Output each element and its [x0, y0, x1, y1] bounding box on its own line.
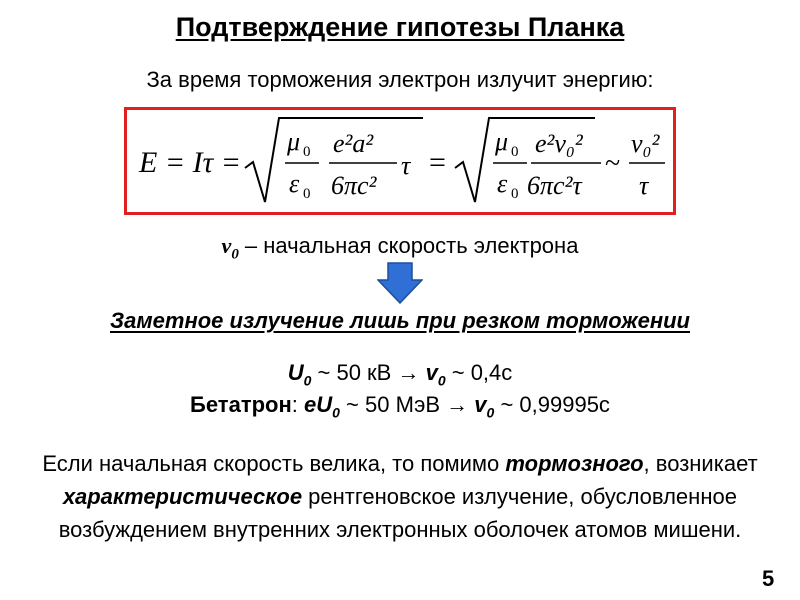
v0-symbol-eq1: v — [425, 360, 438, 385]
eps0-symbol-2: ε — [497, 169, 508, 198]
betatron-estimate — [0, 392, 800, 420]
eq1-end: ~ 0,4c — [445, 360, 513, 385]
equals-sign: = — [429, 146, 446, 179]
frac2-denominator: 6πc²τ — [527, 171, 582, 200]
para-bold-1: тормозного — [505, 451, 644, 476]
betatron-label: Бетатрон — [190, 392, 292, 417]
eq2-mid: ~ 50 МэВ → — [339, 392, 475, 417]
frac3-denominator: τ — [639, 171, 649, 200]
v0-symbol: v — [221, 233, 232, 258]
mu0-sub: 0 — [303, 144, 311, 160]
v0-definition — [0, 233, 800, 263]
v0-sub: 0 — [231, 246, 239, 263]
v0-sub-eq1: 0 — [437, 372, 446, 389]
frac1-numerator: e²a² — [333, 129, 374, 158]
voltage-estimate — [0, 360, 800, 388]
mu0-sub-2: 0 — [511, 144, 519, 160]
para-bold-2: характеристическое — [63, 484, 303, 509]
energy-formula — [127, 110, 673, 212]
tau-symbol: τ — [401, 151, 411, 180]
v0-text: – начальная скорость электрона — [238, 233, 579, 258]
eq2-end: ~ 0,99995c — [494, 392, 610, 417]
frac1-denominator: 6πc² — [331, 171, 377, 200]
u0-symbol: U — [287, 360, 304, 385]
frac3-numerator: v₀² — [631, 129, 660, 158]
page-number: 5 — [762, 566, 775, 591]
intro-text: За время торможения электрон излучит энергию: — [146, 67, 654, 92]
eps0-symbol: ε — [289, 169, 300, 198]
emphasis-note: Заметное излучение лишь при резком торможении — [110, 308, 690, 333]
u0-sub: 0 — [303, 372, 312, 389]
sim-sign: ~ — [605, 148, 621, 179]
v0-symbol-eq2: v — [474, 392, 487, 417]
down-arrow-icon — [377, 262, 423, 304]
mu0-symbol: μ — [287, 127, 301, 156]
eu0-symbol: eU — [304, 392, 333, 417]
frac2-numerator: e²v₀² — [535, 129, 583, 158]
para-part-2: , возникает — [643, 451, 758, 476]
eu0-sub: 0 — [332, 404, 340, 421]
eq1-mid: ~ 50 кВ → — [311, 360, 426, 385]
eq2-colon: : — [291, 392, 304, 417]
para-part-1: Если начальная скорость велика, то помимо — [42, 451, 506, 476]
eps0-sub: 0 — [303, 186, 311, 202]
v0-sub-eq2: 0 — [486, 404, 495, 421]
formula-lhs: E = Iτ = — [139, 146, 242, 179]
characteristic-radiation-paragraph — [40, 447, 760, 546]
slide-title: Подтверждение гипотезы Планка — [175, 12, 625, 42]
para-part-3: рентгеновское излучение, обусловленное возбуждением внутренних электронных оболочек атомов мишени. — [58, 484, 742, 542]
eps0-sub-2: 0 — [511, 186, 519, 202]
energy-formula-box — [124, 107, 676, 215]
mu0-symbol-2: μ — [495, 127, 509, 156]
